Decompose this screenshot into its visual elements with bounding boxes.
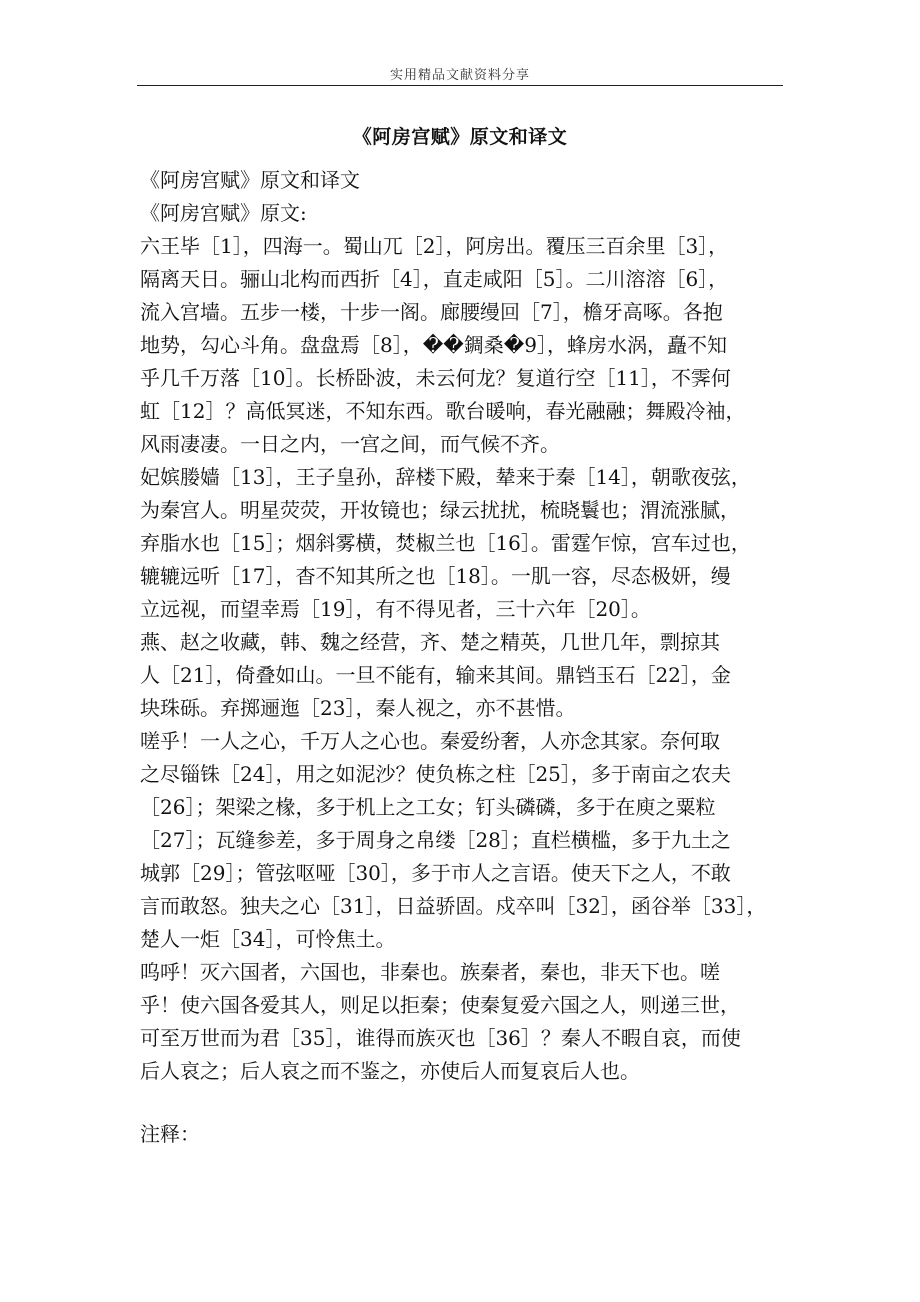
text-line: 风雨凄凄。一日之内，一宫之间，而气候不齐。 bbox=[140, 432, 560, 456]
text-line: 地势，勾心斗角。盘盘焉［8］，��錭桑�9］，蜂房水涡，矗不知 bbox=[140, 333, 727, 357]
text-line: 为秦宫人。明星荧荧，开妆镜也；绿云扰扰，梳晓鬟也；渭流涨腻， bbox=[140, 498, 740, 522]
text-line: 嗟乎！一人之心，千万人之心也。秦爱纷奢，人亦念其家。奈何取 bbox=[140, 729, 720, 753]
document-title: 《阿房宫赋》原文和译文 bbox=[352, 126, 568, 148]
notes-heading: 注释： bbox=[140, 1122, 200, 1146]
text-line: 呜呼！灭六国者，六国也，非秦也。族秦者，秦也，非天下也。嗟 bbox=[140, 960, 720, 984]
text-line: 可至万世而为君［35］，谁得而族灭也［36］？秦人不暇自哀，而使 bbox=[140, 1026, 741, 1050]
text-line: 燕、赵之收藏，韩、魏之经营，齐、楚之精英，几世几年，剽掠其 bbox=[140, 630, 720, 654]
text-line: ［27］；瓦缝参差，多于周身之帛缕［28］；直栏横槛，多于九土之 bbox=[140, 828, 731, 852]
text-line: 后人哀之；后人哀之而不鉴之，亦使后人而复哀后人也。 bbox=[140, 1059, 640, 1083]
text-line: 言而敢怒。独夫之心［31］，日益骄固。戍卒叫［32］，函谷举［33］， bbox=[140, 894, 767, 918]
text-line: 《阿房宫赋》原文和译文 bbox=[140, 168, 360, 192]
paragraph-gap bbox=[140, 1088, 788, 1118]
text-line: 块珠砾。弃掷逦迤［23］，秦人视之，亦不甚惜。 bbox=[140, 696, 576, 720]
text-line: 妃嫔媵嫱［13］，王子皇孙，辞楼下殿，辇来于秦［14］，朝歌夜弦， bbox=[140, 465, 751, 489]
text-line: 之尽锱铢［24］，用之如泥沙？使负栋之柱［25］，多于南亩之农夫 bbox=[140, 762, 731, 786]
text-line: 虹［12］？高低冥迷，不知东西。歌台暖响，春光融融；舞殿冷袖， bbox=[140, 399, 746, 423]
text-line: 城郭［29］；管弦呕哑［30］，多于市人之言语。使天下之人，不敢 bbox=[140, 861, 731, 885]
text-line: 乎几千万落［10］。长桥卧波，未云何龙？复道行空［11］，不霁何 bbox=[140, 366, 731, 390]
text-line: 流入宫墙。五步一楼，十步一阁。廊腰缦回［7］，檐牙高啄。各抱 bbox=[140, 300, 723, 324]
text-line: 《阿房宫赋》原文: bbox=[140, 201, 307, 225]
text-line: 楚人一炬［34］，可怜焦土。 bbox=[140, 927, 396, 951]
text-line: 弃脂水也［15］；烟斜雾横，焚椒兰也［16］。雷霆乍惊，宫车过也， bbox=[140, 531, 751, 555]
text-line: 乎！使六国各爱其人，则足以拒秦；使秦复爱六国之人，则递三世， bbox=[140, 993, 740, 1017]
header-divider bbox=[137, 85, 783, 86]
text-line: 人［21］，倚叠如山。一旦不能有，输来其间。鼎铛玉石［22］，金 bbox=[140, 663, 731, 687]
document-body bbox=[140, 164, 788, 1151]
text-line: 六王毕［1］，四海一。蜀山兀［2］，阿房出。覆压三百余里［3］， bbox=[140, 234, 729, 258]
text-line: 辘辘远听［17］，杳不知其所之也［18］。一肌一容，尽态极妍，缦 bbox=[140, 564, 731, 588]
page-header: 实用精品文献资料分享 bbox=[389, 68, 530, 83]
text-line: 立远视，而望幸焉［19］，有不得见者，三十六年［20］。 bbox=[140, 597, 651, 621]
text-line: ［26］；架梁之椽，多于机上之工女；钉头磷磷，多于在庾之粟粒 bbox=[140, 795, 716, 819]
text-line: 隔离天日。骊山北构而西折［4］，直走咸阳［5］。二川溶溶［6］， bbox=[140, 267, 729, 291]
